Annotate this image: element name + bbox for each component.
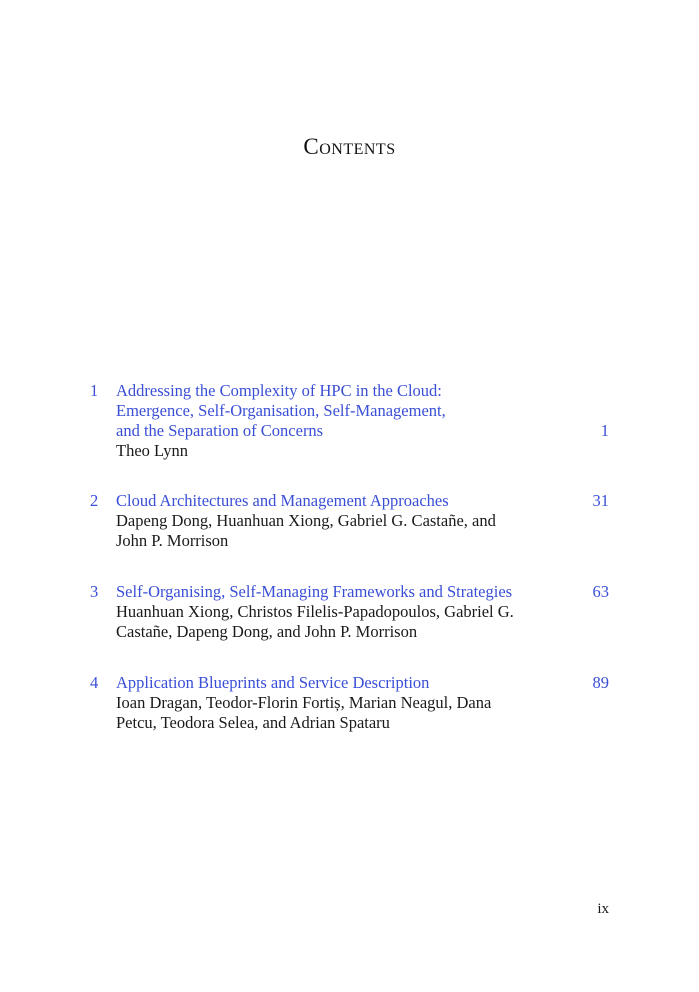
page-number[interactable]: 1 bbox=[600, 421, 609, 440]
page-number[interactable]: 89 bbox=[592, 673, 609, 692]
folio-page-number: ix bbox=[597, 901, 609, 917]
author-line: Ioan Dragan, Teodor-Florin Fortiș, Marian Neagul, Dana bbox=[116, 693, 492, 712]
page-number[interactable]: 31 bbox=[592, 491, 609, 510]
page-title: Contents bbox=[303, 134, 396, 159]
chapter-number: 3 bbox=[90, 582, 99, 601]
chapter-number: 4 bbox=[90, 673, 99, 692]
chapter-title-line[interactable]: Cloud Architectures and Management Approaches bbox=[116, 491, 449, 510]
chapter-title-line[interactable]: Addressing the Complexity of HPC in the Cloud: bbox=[116, 381, 442, 400]
author-line: Theo Lynn bbox=[116, 441, 188, 460]
chapter-number: 2 bbox=[90, 491, 99, 510]
author-line: Huanhuan Xiong, Christos Filelis-Papadopoulos, Gabriel G. bbox=[116, 602, 514, 621]
chapter-authors bbox=[116, 602, 576, 642]
chapter-authors bbox=[116, 511, 576, 551]
author-line: Castañe, Dapeng Dong, and John P. Morrison bbox=[116, 622, 418, 641]
page-number[interactable]: 63 bbox=[592, 582, 609, 601]
chapter-title-line[interactable]: Self-Organising, Self-Managing Frameworks and Strategies bbox=[116, 582, 513, 601]
author-line: Petcu, Teodora Selea, and Adrian Spataru bbox=[116, 713, 390, 732]
author-line: Dapeng Dong, Huanhuan Xiong, Gabriel G. Castañe, and bbox=[116, 511, 496, 530]
chapter-authors bbox=[116, 693, 576, 733]
chapter-number: 1 bbox=[90, 381, 99, 400]
chapter-authors bbox=[116, 441, 576, 461]
chapter-title-line[interactable]: and the Separation of Concerns bbox=[116, 421, 324, 440]
author-line: John P. Morrison bbox=[116, 531, 229, 550]
chapter-title-line[interactable]: Emergence, Self-Organisation, Self-Management, bbox=[116, 401, 446, 420]
chapter-title-line[interactable]: Application Blueprints and Service Description bbox=[116, 673, 430, 692]
